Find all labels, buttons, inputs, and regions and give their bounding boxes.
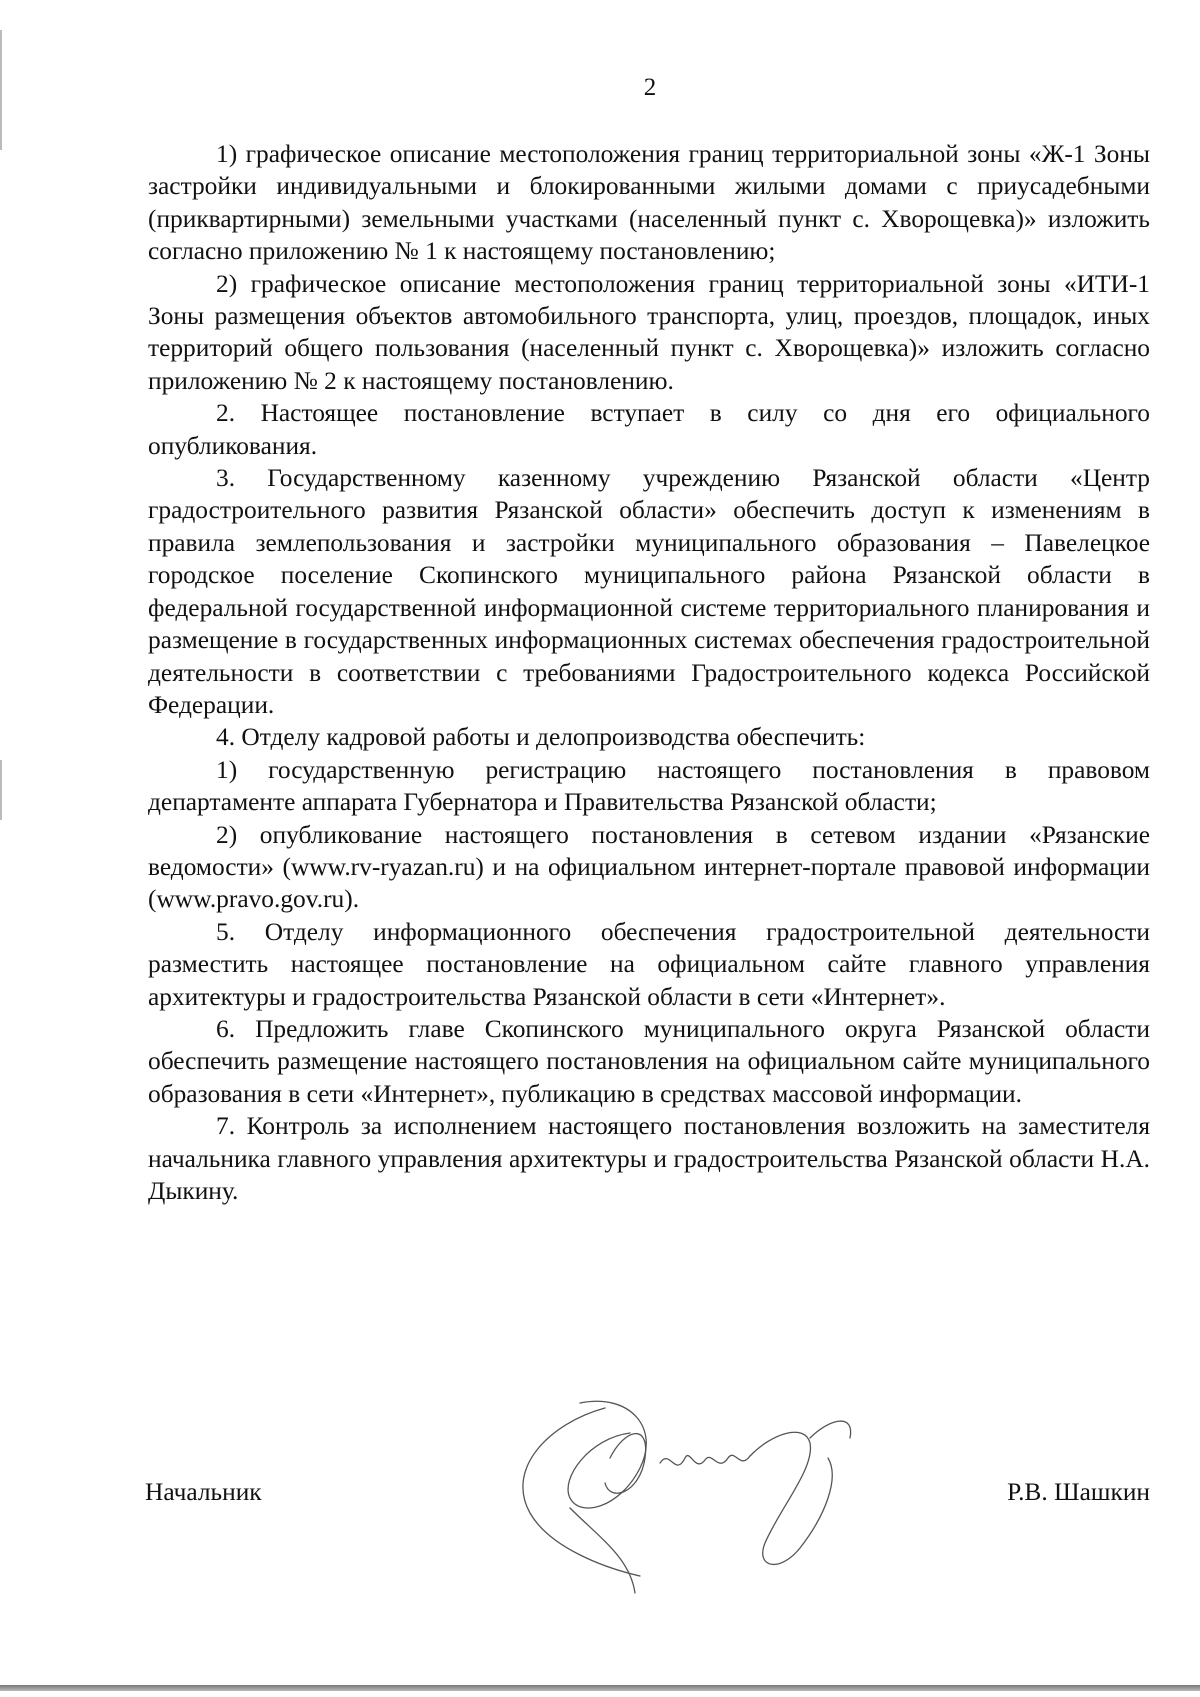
scan-bottom-edge: [0, 1685, 1200, 1691]
signatory-name: Р.В. Шашкин: [1007, 1478, 1150, 1506]
signature-block: [145, 1478, 1150, 1518]
paragraph-7-control: 7. Контроль за исполнением настоящего постановления возложить на заместителя начальника главного управления архитектуры и градостроительства Рязанской области Н.А. Дыкину.: [148, 1112, 1150, 1205]
paragraph-item-2-zone-iti1: 2) графическое описание местоположения границ территориальной зоны «ИТИ-1 Зоны размещения объектов автомобильного транспорта, улиц, проездов, площадок, иных территорий общего пользования (населенный пункт с. Хворощевка)» изложить согласно приложению № 2 к настоящему постановлению.: [148, 269, 1150, 395]
paragraph-2-effective-date: 2. Настоящее постановление вступает в силу со дня его официального опубликования.: [148, 399, 1150, 460]
scan-edge-mark: [0, 760, 2, 820]
page-number: 2: [643, 74, 657, 101]
signatory-title: Начальник: [145, 1478, 262, 1506]
paragraph-3-access: 3. Государственному казенному учреждению Рязанской области «Центр градостроительного развития Рязанской области» обеспечить доступ к изменениям в правила землепользования и застройки муниципального образования – Павелецкое городское поселение Скопинского муниципального района Рязанской области в федеральной государственной информационной системе территориального планирования и размещение в государственных информационных системах обеспечения градостроительной деятельности в соответствии с требованиями Градостроительного кодекса Российской Федерации.: [148, 464, 1150, 719]
paragraph-4-hr-department: 4. Отделу кадровой работы и делопроизводства обеспечить:: [216, 723, 866, 752]
paragraph-6-municipal: 6. Предложить главе Скопинского муниципального округа Рязанской области обеспечить размещение настоящего постановления на официальном сайте муниципального образования в сети «Интернет», публикацию в средствах массовой информации.: [148, 1014, 1150, 1108]
document-body: [148, 138, 1150, 1207]
paragraph-item-1-zone-zh1: 1) графическое описание местоположения границ территориальной зоны «Ж-1 Зоны застройки индивидуальными и блокированными жилыми домами с приусадебными (приквартирными) земельными участками (населенный пункт с. Хворощевка)» изложить согласно приложению № 1 к настоящему постановлению;: [148, 140, 1150, 266]
paragraph-4-2-publication: 2) опубликование настоящего постановления в сетевом издании «Рязанские ведомости» (www.rv-ryazan.ru) и на официальном интернет-портале правовой информации (www.pravo.gov.ru).: [148, 820, 1150, 914]
paragraph-5-website: 5. Отделу информационного обеспечения градостроительной деятельности разместить настоящее постановление на официальном сайте главного управления архитектуры и градостроительства Рязанской области в сети «Интернет».: [148, 917, 1150, 1011]
paragraph-4-1-registration: 1) государственную регистрацию настоящего постановления в правовом департаменте аппарата Губернатора и Правительства Рязанской области;: [148, 755, 1150, 817]
scan-edge-mark: [0, 30, 2, 150]
